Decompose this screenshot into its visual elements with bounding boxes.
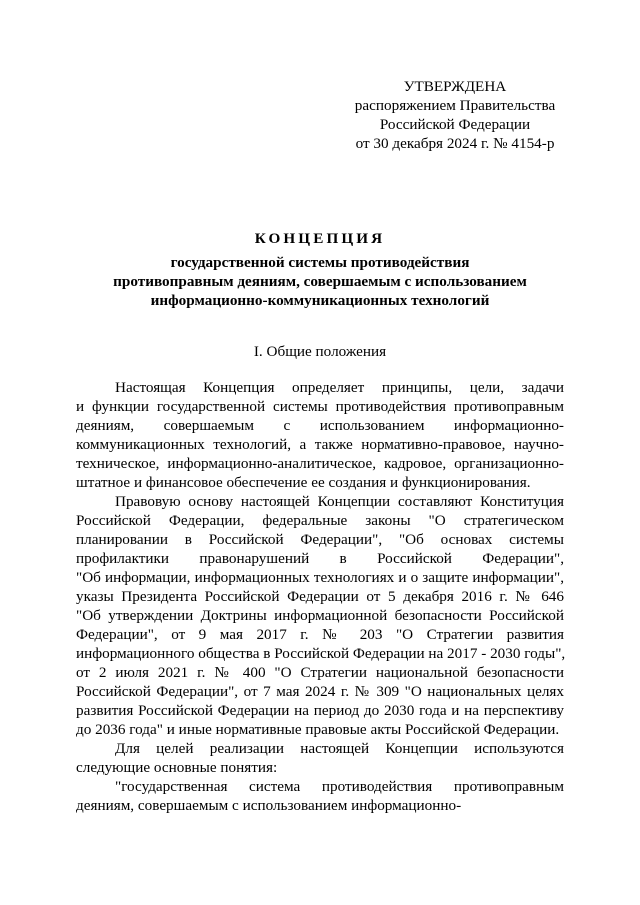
paragraph-line: Российской Федерации, федеральные законы "О стратегическом	[76, 512, 564, 529]
paragraph-line: до 2036 года" и иные нормативные правовые акты Российской Федерации.	[76, 721, 560, 738]
paragraph-line: деяниям, совершаемым с использованием информационно-	[76, 417, 564, 434]
paragraph-line: деяниям, совершаемым с использованием информационно-	[76, 797, 462, 814]
paragraph-line: указы Президента Российской Федерации от 5 декабря 2016 г. № 646	[76, 588, 564, 605]
subtitle-line: информационно-коммуникационных технологий	[150, 292, 490, 309]
document-subtitle	[0, 253, 640, 310]
paragraph-line: следующие основные понятия:	[76, 759, 278, 776]
paragraph-line: "Об информации, информационных технологиях и о защите информации",	[76, 569, 564, 586]
approval-status: УТВЕРЖДЕНА	[403, 78, 507, 95]
paragraph	[76, 777, 564, 815]
paragraph	[76, 739, 564, 777]
section-heading: I. Общие положения	[253, 343, 387, 360]
paragraph-line: Российской Федерации", от 7 мая 2024 г. № 309 "О национальных целях	[76, 683, 564, 700]
approval-block	[340, 77, 570, 153]
approval-line: Российской Федерации	[379, 116, 531, 133]
paragraph-line: "государственная система противодействия противоправным	[115, 778, 564, 795]
subtitle-line: государственной системы противодействия	[170, 254, 470, 271]
paragraph-line: развития Российской Федерации на период до 2030 года и на перспективу	[76, 702, 564, 719]
paragraph	[76, 378, 564, 492]
paragraph-line: информационного общества в Российской Федерации на 2017 - 2030 годы",	[76, 645, 566, 662]
subtitle-line: противоправным деяниям, совершаемым с использованием	[113, 273, 527, 290]
paragraph-line: Для целей реализации настоящей Концепции используются	[115, 740, 564, 757]
approval-line: распоряжением Правительства	[354, 97, 556, 114]
paragraph-line: "Об утверждении Доктрины информационной безопасности Российской	[76, 607, 564, 624]
approval-date-number: от 30 декабря 2024 г. № 4154-р	[355, 135, 555, 152]
body-text	[76, 378, 564, 815]
document-title: КОНЦЕПЦИЯ	[254, 230, 386, 247]
paragraph-line: штатное и финансовое обеспечение ее создания и функционирования.	[76, 474, 531, 491]
paragraph-line: техническое, информационно-аналитическое, кадровое, организационно-	[76, 455, 564, 472]
paragraph-line: и функции государственной системы противодействия противоправным	[76, 398, 564, 415]
paragraph	[76, 492, 564, 739]
paragraph-line: коммуникационных технологий, а также нормативно-правовое, научно-	[76, 436, 564, 453]
paragraph-line: от 2 июля 2021 г. № 400 "О Стратегии национальной безопасности	[76, 664, 564, 681]
paragraph-line: Настоящая Концепция определяет принципы, цели, задачи	[115, 379, 564, 396]
paragraph-line: Федерации", от 9 мая 2017 г. № 203 "О Стратегии развития	[76, 626, 564, 643]
paragraph-line: планировании в Российской Федерации", "Об основах системы	[76, 531, 564, 548]
paragraph-line: Правовую основу настоящей Концепции составляют Конституция	[115, 493, 564, 510]
paragraph-line: профилактики правонарушений в Российской Федерации",	[76, 550, 564, 567]
